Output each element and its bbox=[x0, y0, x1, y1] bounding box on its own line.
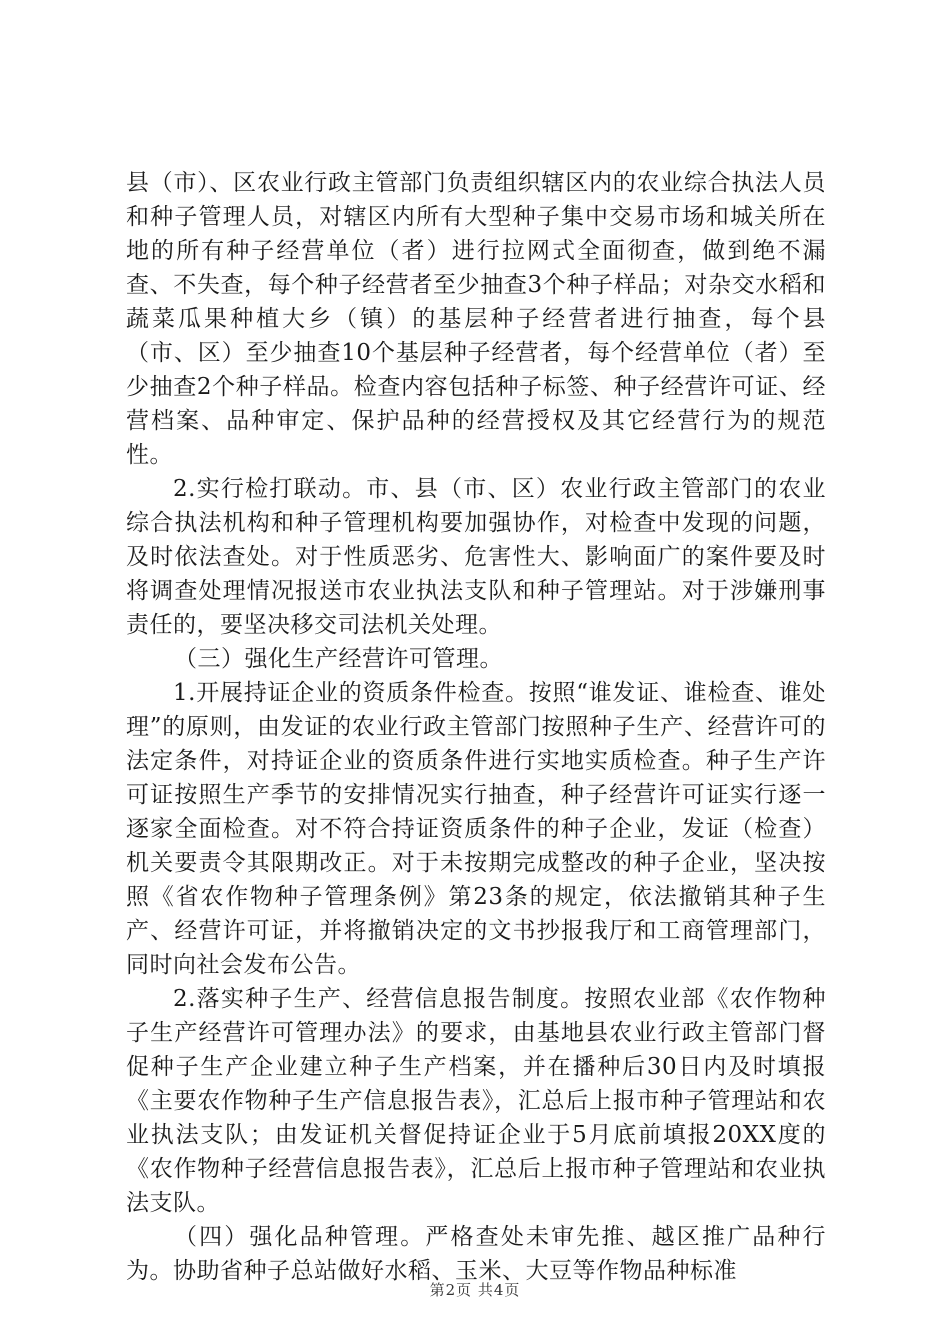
paragraph-4: 1.开展持证企业的资质条件检查。按照“谁发证、谁检查、谁处理”的原则，由发证的农业行政主管部门按照种子生产、经营许可的法定条件，对持证企业的资质条件进行实地实质检查。种子生产许可证按照生产季节的安排情况实行抽查，种子经营许可证实行逐一逐家全面检查。对不符合持证资质条件的种子企业，发证（检查）机关要责令其限期改正。对于未按期完成整改的种子企业，坚决按照《省农作物种子管理条例》第23条的规定，依法撤销其种子生产、经营许可证，并将撤销决定的文书抄报我厅和工商管理部门，同时向社会发布公告。 bbox=[126, 680, 826, 978]
section-heading-3: （三）强化生产经营许可管理。 bbox=[174, 646, 503, 672]
page-number-footer: 第2页 共4页 bbox=[429, 1281, 521, 1299]
paragraph-1: 县（市）、区农业行政主管部门负责组织辖区内的农业综合执法人员和种子管理人员，对辖区内所有大型种子集中交易市场和城关所在地的所有种子经营单位（者）进行拉网式全面彻查，做到绝不漏查、不失查，每个种子经营者至少抽查3个种子样品；对杂交水稻和蔬菜瓜果种植大乡（镇）的基层种子经营者进行抽查，每个县（市、区）至少抽查10个基层种子经营者，每个经营单位（者）至少抽查2个种子样品。检查内容包括种子标签、种子经营许可证、经营档案、品种审定、保护品种的经营授权及其它经营行为的规范性。 bbox=[126, 170, 826, 468]
paragraph-6: （四）强化品种管理。严格查处未审先推、越区推广品种行为。协助省种子总站做好水稻、玉米、大豆等作物品种标准 bbox=[126, 1224, 826, 1284]
paragraph-2: 2.实行检打联动。市、县（市、区）农业行政主管部门的农业综合执法机构和种子管理机构要加强协作，对检查中发现的问题，及时依法查处。对于性质恶劣、危害性大、影响面广的案件要及时将调查处理情况报送市农业执法支队和种子管理站。对于涉嫌刑事责任的，要坚决移交司法机关处理。 bbox=[126, 476, 826, 638]
document-body bbox=[126, 166, 826, 1288]
paragraph-5: 2.落实种子生产、经营信息报告制度。按照农业部《农作物种子生产经营许可管理办法》的要求，由基地县农业行政主管部门督促种子生产企业建立种子生产档案，并在播种后30日内及时填报《主要农作物种子生产信息报告表》，汇总后上报市种子管理站和农业执法支队；由发证机关督促持证企业于5月底前填报20XX度的《农作物种子经营信息报告表》，汇总后上报市种子管理站和农业执法支队。 bbox=[126, 986, 826, 1216]
